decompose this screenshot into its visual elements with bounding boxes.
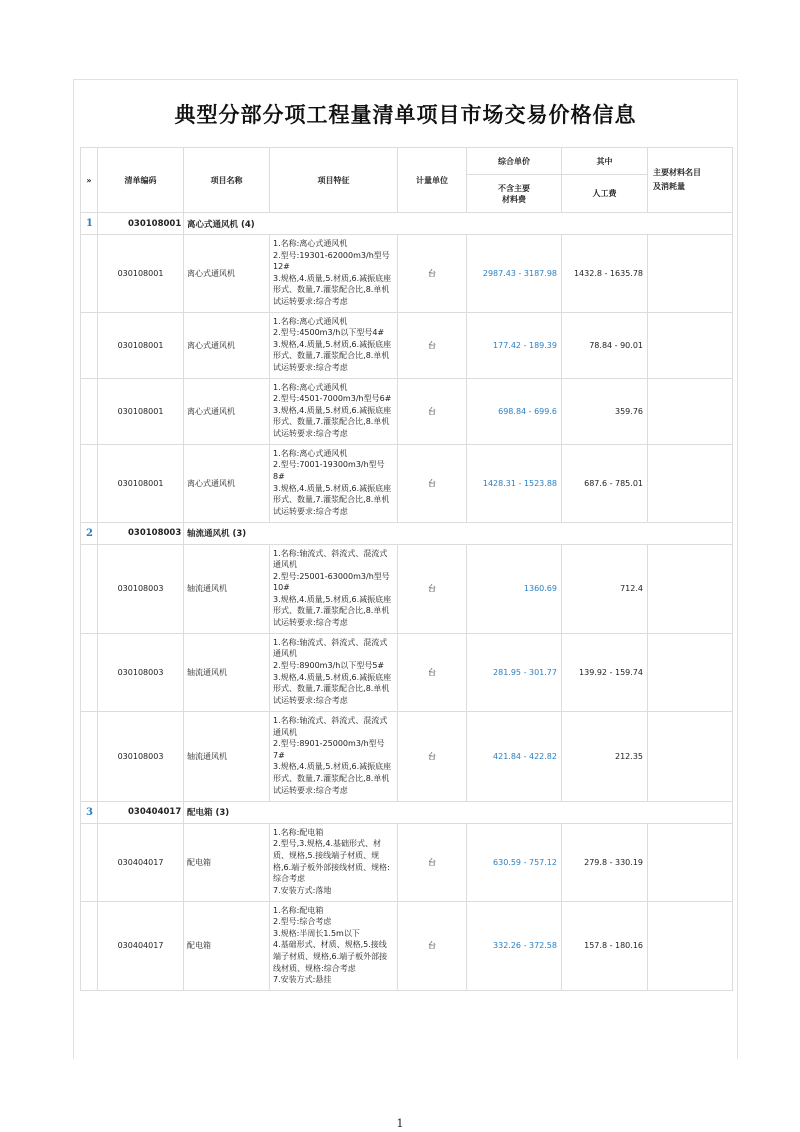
row-material (648, 544, 733, 633)
row-code: 030108001 (98, 378, 184, 444)
row-name: 配电箱 (184, 901, 270, 990)
row-unit: 台 (398, 823, 467, 901)
table-row[interactable] (81, 823, 733, 901)
row-material (648, 711, 733, 801)
table-row[interactable] (81, 312, 733, 378)
row-feature: 1.名称:轴流式、斜流式、混流式 通风机 2.型号:8901-25000m3/h型号 7# 3.规格,4.质量,5.材质,6.减振底座 形式、数量,7.灌浆配合比,8.单机 试运转要求:综合考虑 (270, 711, 398, 801)
row-price[interactable]: 1428.31 - 1523.88 (467, 444, 562, 522)
row-material (648, 378, 733, 444)
row-feature: 1.名称:离心式通风机 2.型号:7001-19300m3/h型号 8# 3.规格,4.质量,5.材质,6.减振底座 形式、数量,7.灌浆配合比,8.单机 试运转要求:综合考虑 (270, 444, 398, 522)
group-row[interactable] (81, 522, 733, 544)
row-labor: 279.8 - 330.19 (562, 823, 648, 901)
col-header-material-line2: 及消耗量 (653, 182, 685, 191)
row-code: 030108003 (98, 711, 184, 801)
row-material (648, 312, 733, 378)
group-row[interactable] (81, 213, 733, 235)
row-labor: 712.4 (562, 544, 648, 633)
row-unit: 台 (398, 901, 467, 990)
row-name: 离心式通风机 (184, 235, 270, 313)
row-code: 030108003 (98, 633, 184, 711)
row-unit: 台 (398, 544, 467, 633)
row-feature: 1.名称:轴流式、斜流式、混流式 通风机 2.型号:25001-63000m3/h型号 10# 3.规格,4.质量,5.材质,6.减振底座 形式、数量,7.灌浆配合比,8.单机 试运转要求:综合考虑 (270, 544, 398, 633)
row-labor: 139.92 - 159.74 (562, 633, 648, 711)
row-labor: 1432.8 - 1635.78 (562, 235, 648, 313)
row-unit: 台 (398, 312, 467, 378)
col-header-material (648, 148, 733, 213)
table-row[interactable] (81, 544, 733, 633)
row-unit: 台 (398, 235, 467, 313)
group-index: 3 (81, 801, 98, 823)
col-header-price-sub-line1: 不含主要 (498, 183, 530, 193)
row-feature: 1.名称:配电箱 2.型号,3.规格,4.基础形式、材 质、规格,5.接线端子材质、规 格,6.端子板外部接线材质、规格: 综合考虑 7.安装方式:落地 (270, 823, 398, 901)
row-unit: 台 (398, 378, 467, 444)
group-index: 2 (81, 522, 98, 544)
row-price[interactable]: 698.84 - 699.6 (467, 378, 562, 444)
table-row[interactable] (81, 444, 733, 522)
group-name: 配电箱 (3) (184, 801, 733, 823)
row-name: 轴流通风机 (184, 711, 270, 801)
col-header-of-which: 其中 (562, 148, 648, 175)
row-material (648, 235, 733, 313)
row-labor: 359.76 (562, 378, 648, 444)
table-row[interactable] (81, 378, 733, 444)
table-row[interactable] (81, 633, 733, 711)
row-name: 轴流通风机 (184, 633, 270, 711)
row-code: 030108001 (98, 235, 184, 313)
row-name: 离心式通风机 (184, 312, 270, 378)
page-number: 1 (396, 1117, 404, 1130)
row-unit: 台 (398, 711, 467, 801)
row-labor: 687.6 - 785.01 (562, 444, 648, 522)
row-labor: 78.84 - 90.01 (562, 312, 648, 378)
group-index: 1 (81, 213, 98, 235)
row-price[interactable]: 1360.69 (467, 544, 562, 633)
row-material (648, 823, 733, 901)
row-unit: 台 (398, 633, 467, 711)
col-header-composite-price: 综合单价 (467, 148, 562, 175)
group-row[interactable] (81, 801, 733, 823)
row-unit: 台 (398, 444, 467, 522)
row-feature: 1.名称:轴流式、斜流式、混流式 通风机 2.型号:8900m3/h以下型号5# 3.规格,4.质量,5.材质,6.减振底座 形式、数量,7.灌浆配合比,8.单机 试运转要求:综合考虑 (270, 633, 398, 711)
col-header-labor: 人工费 (562, 175, 648, 213)
row-labor: 212.35 (562, 711, 648, 801)
row-material (648, 633, 733, 711)
col-header-code: 清单编码 (98, 148, 184, 213)
expand-all-toggle[interactable] (81, 148, 98, 213)
col-header-price-excl-material (467, 175, 562, 213)
row-material (648, 901, 733, 990)
row-price[interactable]: 630.59 - 757.12 (467, 823, 562, 901)
price-table (80, 147, 733, 991)
row-price[interactable]: 177.42 - 189.39 (467, 312, 562, 378)
col-header-price-sub-line2: 材料费 (502, 194, 526, 204)
row-code: 030404017 (98, 901, 184, 990)
table-row[interactable] (81, 711, 733, 801)
row-material (648, 444, 733, 522)
row-code: 030108003 (98, 544, 184, 633)
table-row[interactable] (81, 901, 733, 990)
table-body (81, 213, 733, 991)
col-header-unit: 计量单位 (398, 148, 467, 213)
row-price[interactable]: 332.26 - 372.58 (467, 901, 562, 990)
document-title: 典型分部分项工程量清单项目市场交易价格信息 (174, 103, 637, 127)
row-price[interactable]: 421.84 - 422.82 (467, 711, 562, 801)
double-chevron-down-icon: » (86, 175, 92, 185)
group-name: 轴流通风机 (3) (184, 522, 733, 544)
row-feature: 1.名称:离心式通风机 2.型号:4501-7000m3/h型号6# 3.规格,4.质量,5.材质,6.减振底座 形式、数量,7.灌浆配合比,8.单机 试运转要求:综合考虑 (270, 378, 398, 444)
row-name: 配电箱 (184, 823, 270, 901)
row-price[interactable]: 2987.43 - 3187.98 (467, 235, 562, 313)
row-code: 030108001 (98, 312, 184, 378)
row-feature: 1.名称:配电箱 2.型号:综合考虑 3.规格:半周长1.5m以下 4.基础形式、材质、规格,5.接线 端子材质、规格,6.端子板外部接 线材质、规格:综合考虑 7.安装方式:悬挂 (270, 901, 398, 990)
row-name: 离心式通风机 (184, 444, 270, 522)
col-header-feature: 项目特征 (270, 148, 398, 213)
row-code: 030108001 (98, 444, 184, 522)
row-name: 离心式通风机 (184, 378, 270, 444)
row-feature: 1.名称:离心式通风机 2.型号:19301-62000m3/h型号 12# 3.规格,4.质量,5.材质,6.减振底座 形式、数量,7.灌浆配合比,8.单机 试运转要求:综合考虑 (270, 235, 398, 313)
row-price[interactable]: 281.95 - 301.77 (467, 633, 562, 711)
group-code: 030404017 (98, 801, 184, 823)
group-code: 030108003 (98, 522, 184, 544)
row-labor: 157.8 - 180.16 (562, 901, 648, 990)
group-code: 030108001 (98, 213, 184, 235)
col-header-material-line1: 主要材料名目 (653, 168, 701, 178)
row-feature: 1.名称:离心式通风机 2.型号:4500m3/h以下型号4# 3.规格,4.质量,5.材质,6.减振底座 形式、数量,7.灌浆配合比,8.单机 试运转要求:综合考虑 (270, 312, 398, 378)
group-name: 离心式通风机 (4) (184, 213, 733, 235)
table-row[interactable] (81, 235, 733, 313)
row-name: 轴流通风机 (184, 544, 270, 633)
row-code: 030404017 (98, 823, 184, 901)
col-header-name: 项目名称 (184, 148, 270, 213)
